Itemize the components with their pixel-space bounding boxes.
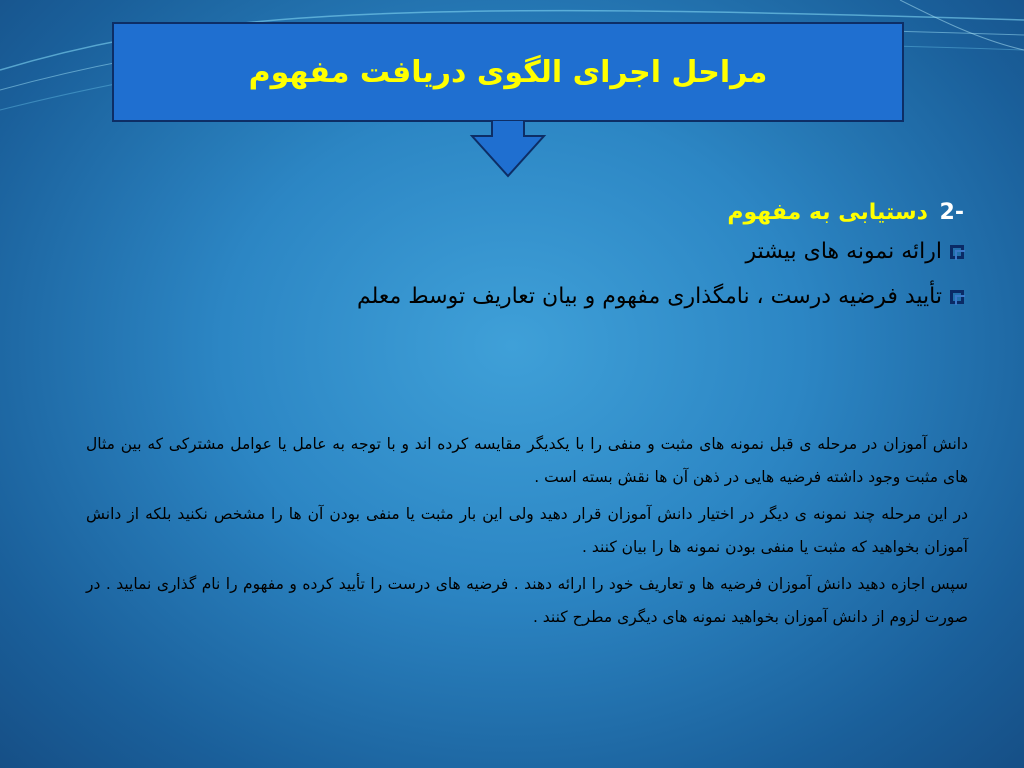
content-area [84,200,964,329]
bullet-item [84,239,964,264]
body-paragraphs [86,428,968,638]
bullet-text: تأیید فرضیه درست ، نامگذاری مفهوم و بیان تعاریف توسط معلم [356,284,942,309]
paragraph: دانش آموزان در مرحله ی قبل نمونه های مثبت و منفی را با یکدیگر مقایسه کرده اند و با توجه به عامل یا عوامل مشترکی که بین مثال های مثبت وجود داشته فرضیه هایی در ذهن آن ها نقش بسته است . [86,435,968,486]
section-heading [84,200,964,225]
bullet-item [84,284,964,309]
section-heading-text: دستیابی به مفهوم [727,200,928,225]
section-number: -2 [939,200,964,225]
slide-title: مراحل اجرای الگوی دریافت مفهوم [248,54,768,90]
paragraph: سپس اجازه دهید دانش آموزان فرضیه ها و تعاریف خود را ارائه دهند . فرضیه های درست را تأیید کرده و مفهوم را نام گذاری نمایید . در صورت لزوم از دانش آموزان بخواهید نمونه های دیگری مطرح کنند . [86,575,968,626]
paragraph: در این مرحله چند نمونه ی دیگر در اختیار دانش آموزان قرار دهید ولی این بار مثبت یا منفی بودن آن ها را مشخص نکنید بلکه از دانش آموزان بخواهید که مثبت یا منفی بودن نمونه ها را بیان کنند . [86,505,968,556]
title-box [112,22,904,122]
checkbox-bullet-icon [950,290,964,304]
checkbox-bullet-icon [950,245,964,259]
down-arrow-icon [468,120,548,180]
bullet-text: ارائه نمونه های بیشتر [745,239,942,264]
